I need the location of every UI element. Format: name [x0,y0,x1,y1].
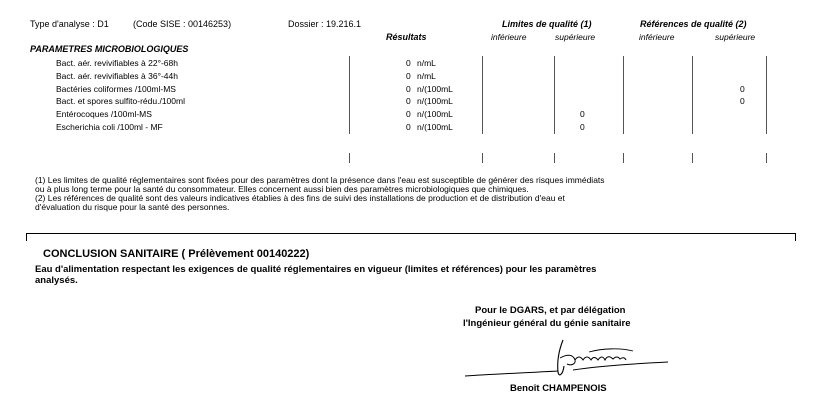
separator-tick-right [795,233,796,241]
limits-upper-heading: supérieure [555,32,596,42]
separator-tick-left [26,233,27,241]
table-row [0,84,827,96]
reference-upper: 0 [740,84,745,94]
conclusion-text: Eau d'alimentation respectant les exigences de qualité réglementaires en vigueur (limites et références) pour les paramètres [35,264,597,275]
column-tick [623,153,624,163]
table-row [0,122,827,134]
analysis-type: Type d'analyse : D1 [30,19,109,29]
note-line: d'évaluation du risque pour la santé des personnes. [35,202,230,212]
param-value: 0 [406,84,411,94]
references-upper-heading: supérieure [715,32,756,42]
table-row [0,96,827,108]
note-line: (1) Les limites de qualité réglementaires sont fixées pour des paramètres dont la présence dans l'eau est susceptible de générer des risques immédiats [35,175,605,185]
param-value: 0 [406,109,411,119]
column-tick [554,153,555,163]
table-row [0,58,827,70]
sise-code: (Code SISE : 00146253) [133,19,232,29]
param-name: Bact. et spores sulfito-rédu./100ml [56,96,185,106]
param-name: Bact. aér. revivifiables à 22°-68h [56,58,178,68]
column-tick [349,153,350,163]
param-unit: n/mL [417,58,436,68]
param-name: Escherichia coli /100ml - MF [56,122,163,132]
signature-line: Pour le DGARS, et par délégation [475,305,626,316]
limits-lower-heading: inférieure [491,32,527,42]
column-tick [482,153,483,163]
references-lower-heading: inférieure [639,32,675,42]
param-value: 0 [406,71,411,81]
references-title: Références de qualité (2) [640,19,747,29]
table-row [0,109,827,121]
note-line: ou à plus long terme pour la santé du consommateur. Elles concernent aussi bien des paramètres microbiologiques que chimiques. [35,184,529,194]
param-unit: n/(100mL [417,96,453,106]
param-value: 0 [406,58,411,68]
section-title: PARAMETRES MICROBIOLOGIQUES [30,44,189,54]
reference-upper: 0 [740,96,745,106]
column-tick [692,153,693,163]
signature-line: l'Ingénieur général du génie sanitaire [463,318,631,329]
conclusion-title: CONCLUSION SANITAIRE ( Prélèvement 00140222) [43,248,310,260]
limit-upper: 0 [580,122,585,132]
table-row [0,71,827,83]
limits-title: Limites de qualité (1) [502,19,592,29]
param-unit: n/mL [417,71,436,81]
signatory-name: Benoît CHAMPENOIS [510,383,607,394]
conclusion-text: analysés. [35,275,78,286]
param-name: Entérocoques /100ml-MS [56,109,152,119]
param-value: 0 [406,96,411,106]
param-unit: n/(100mL [417,84,453,94]
param-value: 0 [406,122,411,132]
limit-upper: 0 [580,109,585,119]
param-name: Bact. aér. revivifiables à 36°-44h [56,71,178,81]
results-heading: Résultats [386,32,427,42]
param-name: Bactéries coliformes /100ml-MS [56,84,176,94]
note-line: (2) Les références de qualité sont des valeurs indicatives établies à des fins de suivi des installations de production et de distribution d'eau et [35,193,565,203]
dossier-number: Dossier : 19.216.1 [288,19,362,29]
param-unit: n/(100mL [417,109,453,119]
handwritten-signature [463,336,673,384]
param-unit: n/(100mL [417,122,453,132]
separator-line [26,233,796,234]
column-tick [766,153,767,163]
